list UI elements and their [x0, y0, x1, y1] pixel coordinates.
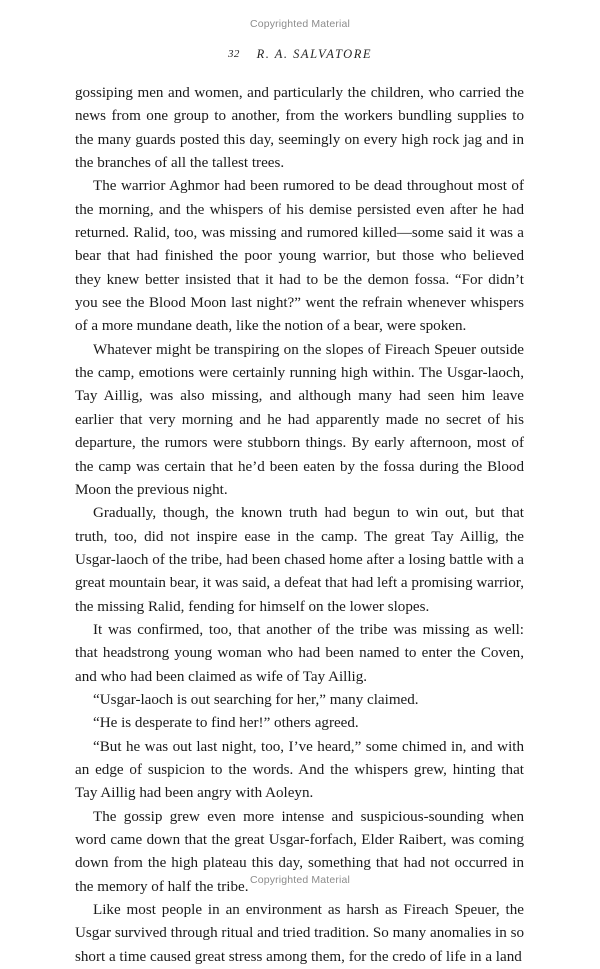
paragraph: The gossip grew even more intense and suspicious-sounding when word came down that the great Usgar-forfach, Elder Raibert, was coming down from the high plateau this day, something that had not occurred in the memory of half the tribe.: [75, 808, 524, 895]
paragraph: “Usgar-laoch is out searching for her,” many claimed.: [93, 691, 419, 708]
paragraph: gossiping men and women, and particularly the children, who carried the news from one group to another, from the workers bundling supplies to the many guards posted this day, seemingly on every high rock jag and in the branches of all the tallest trees.: [75, 85, 524, 172]
copyright-watermark-bottom: Copyrighted Material: [250, 874, 350, 886]
body-text: [75, 82, 524, 969]
paragraph: The warrior Aghmor had been rumored to be dead throughout most of the morning, and the whispers of his demise persisted even after he had returned. Ralid, too, was missing and rumored killed—some said it was a bear that had finished the poor young warrior, but those who believed they knew better insisted that it had to be the demon fossa. “For didn’t you see the Blood Moon last night?” went the refrain whenever whispers of a more mundane death, like the notion of a bear, were spoken.: [75, 178, 524, 335]
paragraph: “He is desperate to find her!” others agreed.: [93, 715, 359, 732]
running-head: [0, 45, 600, 63]
page-number: 32: [228, 48, 240, 60]
paragraph: Like most people in an environment as harsh as Fireach Speuer, the Usgar survived through ritual and tried tradition. So many anomalies in so short a time caused great stress among them, for the credo of life in a land: [75, 902, 524, 965]
running-head-title: R. A. SALVATORE: [256, 47, 372, 61]
paragraph: Whatever might be transpiring on the slopes of Fireach Speuer outside the camp, emotions were certainly running high within. The Usgar-laoch, Tay Aillig, was also missing, and although many had seen him leave earlier that very morning and he had apparently made no secret of his departure, the rumors were stubborn things. By early afternoon, most of the camp was certain that he’d been eaten by the fossa during the Blood Moon the previous night.: [75, 341, 524, 498]
paragraph: Gradually, though, the known truth had begun to win out, but that truth, too, did not inspire ease in the camp. The great Tay Aillig, the Usgar-laoch of the tribe, had been chased home after a losing battle with a great mountain bear, it was said, a defeat that had left a promising warrior, the missing Ralid, fending for himself on the lower slopes.: [75, 505, 524, 615]
paragraph: It was confirmed, too, that another of the tribe was missing as well: that headstrong young woman who had been named to enter the Coven, and who had been claimed as wife of Tay Aillig.: [75, 621, 524, 685]
copyright-watermark-top: Copyrighted Material: [250, 18, 350, 30]
paragraph: “But he was out last night, too, I’ve heard,” some chimed in, and with an edge of suspicion to the words. And the whispers grew, hinting that Tay Aillig had been angry with Aoleyn.: [75, 738, 524, 802]
